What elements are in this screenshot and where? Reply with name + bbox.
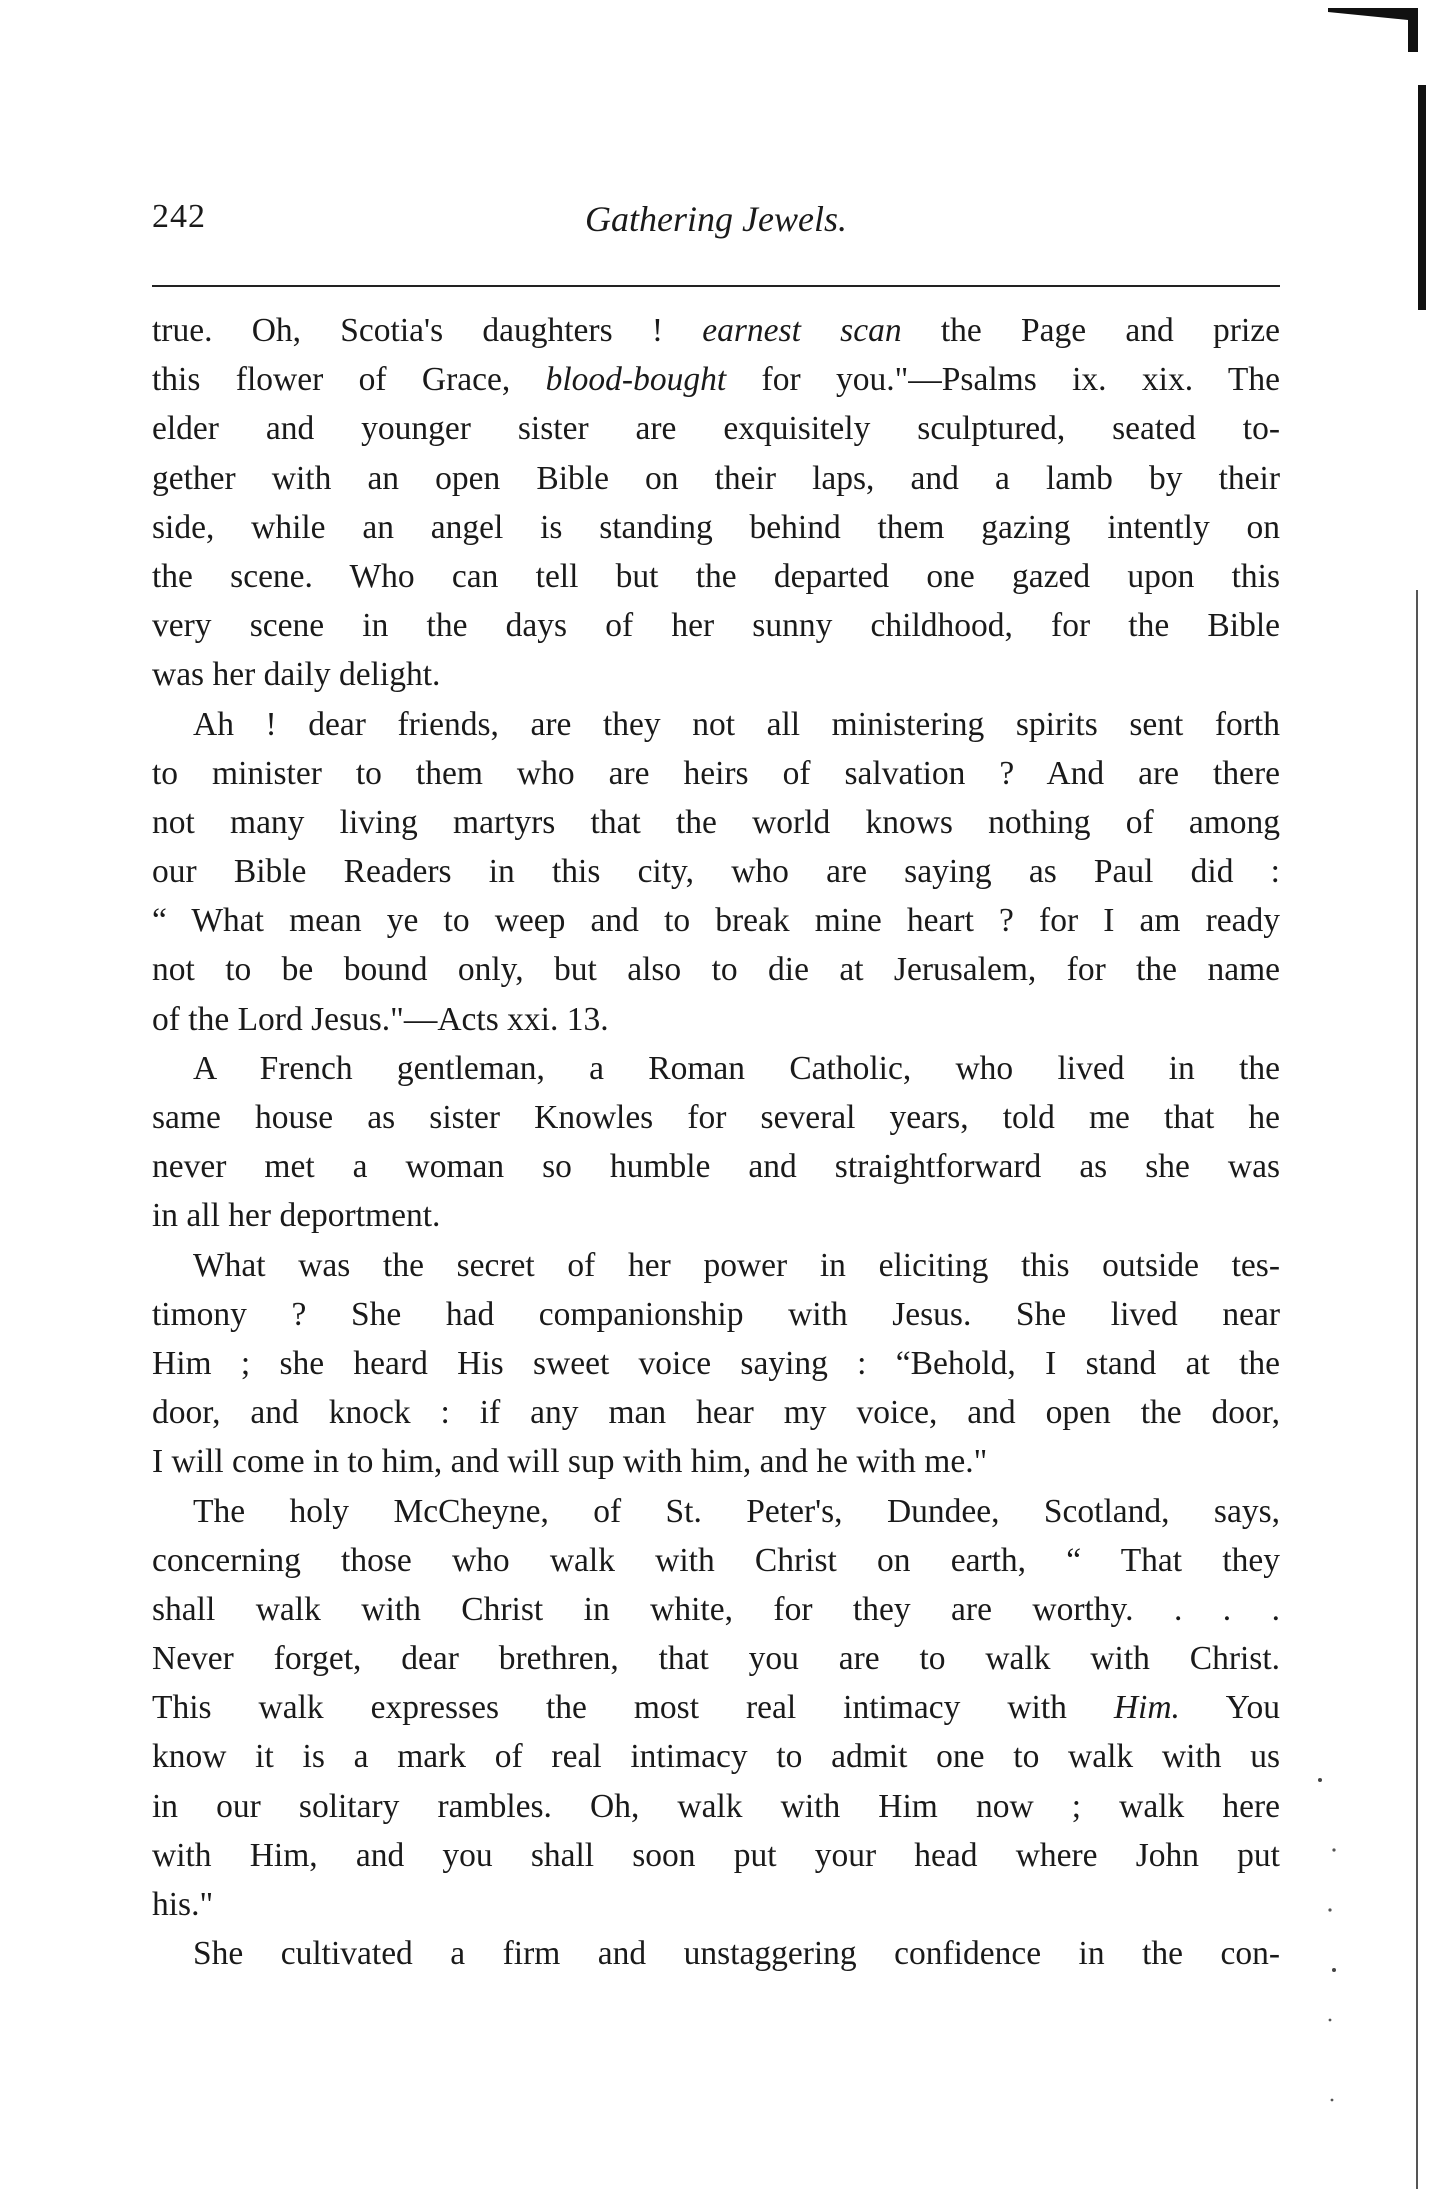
text-run: shall walk with Christ in white, for they are worthy. . . . (152, 1590, 1280, 1628)
running-title: Gathering Jewels. (585, 199, 847, 239)
text-line (152, 1880, 1280, 1929)
text-run: this flower of Grace, (152, 361, 546, 399)
paragraph (152, 1044, 1280, 1241)
text-line (152, 1142, 1280, 1191)
margin-specks (1300, 1760, 1360, 2160)
text-line (152, 945, 1280, 994)
italic-phrase: Him. (1113, 1689, 1180, 1727)
text-run: very scene in the days of her sunny childhood, for the Bible (152, 607, 1280, 645)
text-line (152, 601, 1280, 650)
text-run: door, and knock : if any man hear my voice, and open the door, (152, 1394, 1280, 1432)
text-run: not many living martyrs that the world knows nothing of among (152, 803, 1280, 841)
text-line (152, 1388, 1280, 1437)
text-run: Ah ! dear friends, are they not all ministering spirits sent forth (193, 705, 1280, 743)
italic-phrase: blood-bought (545, 361, 727, 399)
text-run: the scene. Who can tell but the departed one gazed upon this (152, 557, 1280, 595)
paragraph (152, 1487, 1280, 1930)
text-line (152, 306, 1280, 355)
text-line (152, 995, 1280, 1044)
text-line (152, 798, 1280, 847)
text-run: elder and younger sister are exquisitely sculptured, seated to- (152, 410, 1280, 448)
text-line (152, 847, 1280, 896)
text-run: Never forget, dear brethren, that you are to walk with Christ. (152, 1640, 1280, 1678)
text-line (152, 896, 1280, 945)
running-header (152, 198, 1280, 258)
text-line (152, 1437, 1280, 1486)
text-line (152, 749, 1280, 798)
text-line (152, 1782, 1280, 1831)
paragraph (152, 1929, 1280, 1978)
paragraph (152, 306, 1280, 700)
text-run: She cultivated a firm and unstaggering confidence in the con- (193, 1935, 1280, 1973)
text-line (152, 454, 1280, 503)
text-run: never met a woman so humble and straightforward as she was (152, 1148, 1280, 1186)
text-run: gether with an open Bible on their laps, and a lamb by their (152, 459, 1280, 497)
text-line (152, 1585, 1280, 1634)
text-line (152, 1831, 1280, 1880)
text-run: for you."—Psalms ix. xix. The (726, 361, 1280, 399)
text-line (152, 1093, 1280, 1142)
text-run: Him ; she heard His sweet voice saying : “Behold, I stand at the (152, 1344, 1280, 1382)
text-line (152, 1732, 1280, 1781)
text-line (152, 1339, 1280, 1388)
text-run: side, while an angel is standing behind them gazing intently on (152, 508, 1280, 546)
text-line (152, 1536, 1280, 1585)
text-run: know it is a mark of real intimacy to admit one to walk with us (152, 1738, 1280, 1776)
text-run: A French gentleman, a Roman Catholic, who lived in the (193, 1049, 1280, 1087)
text-line (152, 552, 1280, 601)
text-run: his." (152, 1886, 214, 1923)
text-run: the Page and prize (901, 312, 1280, 349)
text-run: This walk expresses the most real intimacy with (152, 1689, 1114, 1727)
text-line (152, 700, 1280, 749)
text-run: You (1179, 1689, 1280, 1727)
text-line (152, 1634, 1280, 1683)
italic-phrase: earnest scan (702, 312, 902, 349)
text-line (152, 1683, 1280, 1732)
text-run: What was the secret of her power in eliciting this outside tes- (193, 1246, 1280, 1284)
page-edge-bracket (1320, 0, 1430, 60)
text-line (152, 1487, 1280, 1536)
text-run: in our solitary rambles. Oh, walk with Him now ; walk here (152, 1787, 1280, 1825)
text-line (152, 1191, 1280, 1240)
text-run: The holy McCheyne, of St. Peter's, Dundee, Scotland, says, (193, 1492, 1280, 1530)
text-run: with Him, and you shall soon put your head where John put (152, 1836, 1280, 1874)
text-line (152, 1290, 1280, 1339)
text-line (152, 503, 1280, 552)
header-rule (152, 285, 1280, 287)
text-line (152, 355, 1280, 404)
text-run: not to be bound only, but also to die at Jerusalem, for the name (152, 951, 1280, 989)
page-number: 242 (152, 198, 206, 235)
text-run: was her daily delight. (152, 656, 441, 694)
page-edge-line (1416, 590, 1418, 2189)
text-line (152, 404, 1280, 453)
body-text (152, 306, 1280, 1978)
page-edge-bar (1418, 85, 1426, 310)
text-run: in all her deportment. (152, 1197, 441, 1235)
paragraph (152, 700, 1280, 1044)
text-run: true. Oh, Scotia's daughters ! (152, 312, 703, 349)
text-run: I will come in to him, and will sup with him, and he with me." (152, 1443, 988, 1481)
text-run: our Bible Readers in this city, who are saying as Paul did : (152, 853, 1280, 891)
text-run: concerning those who walk with Christ on earth, “ That they (152, 1541, 1280, 1579)
text-line (152, 1044, 1280, 1093)
text-run: “ What mean ye to weep and to break mine heart ? for I am ready (152, 902, 1280, 940)
text-run: same house as sister Knowles for several years, told me that he (152, 1099, 1280, 1136)
text-run: to minister to them who are heirs of salvation ? And are there (152, 754, 1280, 792)
text-line (152, 1241, 1280, 1290)
text-line (152, 1929, 1280, 1978)
text-run: of the Lord Jesus."—Acts xxi. 13. (152, 1000, 609, 1038)
text-run: timony ? She had companionship with Jesus. She lived near (152, 1295, 1280, 1333)
paragraph (152, 1241, 1280, 1487)
text-line (152, 650, 1280, 699)
